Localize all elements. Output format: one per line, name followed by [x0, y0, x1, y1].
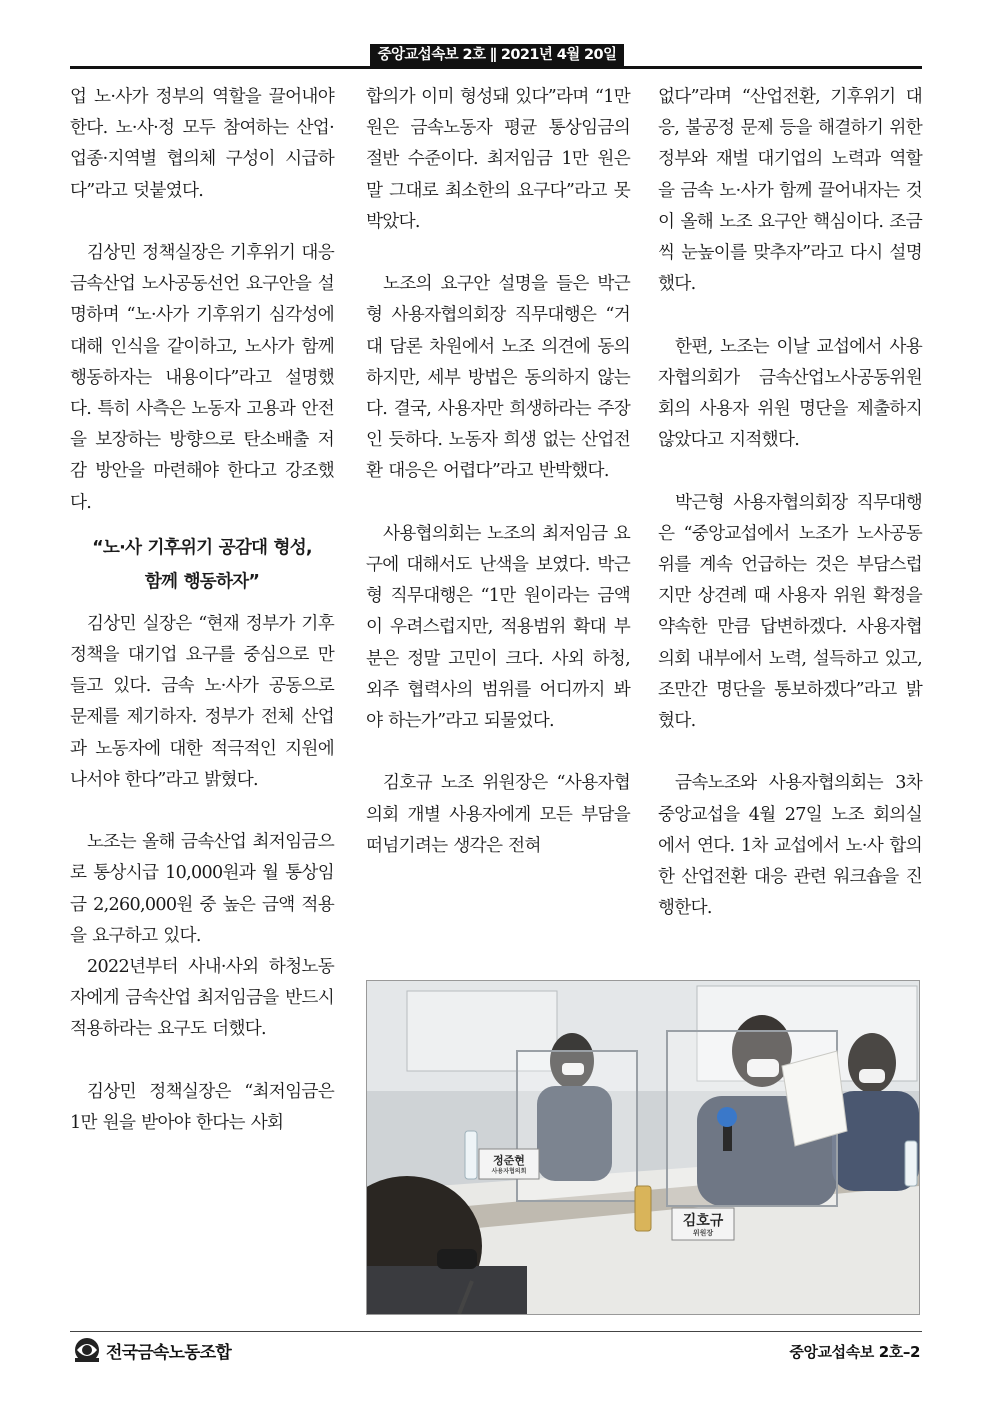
union-emblem-icon	[72, 1336, 102, 1364]
paragraph: 김상민 실장은 “현재 정부가 기후 정책을 대기업 요구를 중심으로 만들고 있다. 금속 노·사가 공동으로 문제를 제기하자. 정부가 전체 산업과 노동자에 대한 적극적인 지원에 나서야 한다”라고 밝혔다.	[70, 613, 334, 790]
article-column-1	[70, 82, 334, 1139]
article-column-3	[658, 82, 922, 924]
paragraph: 업 노·사가 정부의 역할을 끌어내야 한다. 노·사·정 모두 참여하는 산업·업종·지역별 협의체 구성이 시급하다”라고 덧붙였다.	[70, 87, 334, 201]
paragraph: 합의가 이미 형성돼 있다”라며 “1만 원은 금속노동자 평균 통상임금의 절반 수준이다. 최저임금 1만 원은 말 그대로 최소한의 요구다”라고 못 박았다.	[366, 87, 630, 232]
nameplate-title: 사용자협의회	[491, 1168, 527, 1175]
meeting-photo	[366, 980, 920, 1315]
paragraph: 없다”라며 “산업전환, 기후위기 대응, 불공정 문제 등을 해결하기 위한 정부와 재벌 대기업의 노력과 역할을 금속 노·사가 함께 끌어내자는 것이 올해 노조 요구안 핵심이다. 조금씩 눈높이를 맞추자”라고 다시 설명했다.	[658, 87, 922, 295]
footer-page-number: 중앙교섭속보 2호–2	[789, 1343, 920, 1361]
header-title: 중앙교섭속보 2호 ∥ 2021년 4월 20일	[370, 44, 624, 66]
subheading-line: “노·사 기후위기 공감대 형성,	[92, 537, 312, 558]
subheading-line: 함께 행동하자”	[144, 571, 260, 592]
paragraph: 한편, 노조는 이날 교섭에서 사용자협의회가 금속산업노사공동위원회의 사용자 위원 명단을 제출하지 않았다고 지적했다.	[658, 336, 922, 451]
header-rule	[70, 66, 922, 69]
paragraph: 사용협의회는 노조의 최저임금 요구에 대해서도 난색을 보였다. 박근형 직무대행은 “1만 원이라는 금액이 우려스럽지만, 적용범위 확대 부분은 정말 고민이 크다. 사외 하청, 외주 협력사의 범위를 어디까지 봐야 하는가”라고 되물었다.	[366, 523, 630, 732]
paragraph: 금속노조와 사용자협의회는 3차 중앙교섭을 4월 27일 노조 회의실에서 연다. 1차 교섭에서 노·사 합의한 산업전환 대응 관련 워크숍을 진행한다.	[658, 773, 922, 919]
footer-logo-text: 전국금속노동조합	[106, 1342, 231, 1363]
paragraph: 김상민 정책실장은 “최저임금은 1만 원을 받아야 한다는 사회	[70, 1081, 334, 1134]
paragraph: 김상민 정책실장은 기후위기 대응 금속산업 노사공동선언 요구안을 설명하며 “노·사가 기후위기 심각성에 대해 인식을 같이하고, 노사가 함께 행동하자는 내용이다”라고 설명했다. 특히 사측은 노동자 고용과 안전을 보장하는 방향으로 탄소배출 저감 방안을 마련해야 한다고 강조했다.	[70, 243, 334, 513]
paragraph: 김호규 노조 위원장은 “사용자협의회 개별 사용자에게 모든 부담을 떠넘기려는 생각은 전혀	[366, 773, 630, 856]
nameplate-name: 정준현	[493, 1154, 525, 1167]
paragraph: 2022년부터 사내·사외 하청노동자에게 금속산업 최저임금을 반드시 적용하라는 요구도 더했다.	[70, 957, 334, 1040]
footer-rule	[70, 1331, 922, 1332]
article-column-2	[366, 82, 630, 862]
paragraph: 박근형 사용자협의회장 직무대행은 “중앙교섭에서 노조가 노사공동위를 계속 언급하는 것은 부담스럽지만 상견례 때 사용자 위원 확정을 약속한 만큼 답변하겠다. 사용자협의회 내부에서 노력, 설득하고 있고, 조만간 명단을 통보하겠다”라고 밝혔다.	[658, 492, 922, 732]
nameplate-name: 김호규	[682, 1213, 724, 1229]
nameplate-title: 위원장	[692, 1229, 714, 1237]
footer-logo	[72, 1335, 231, 1365]
paragraph: 노조는 올해 금속산업 최저임금으로 통상시급 10,000원과 월 통상임금 2,260,000원 중 높은 금액 적용을 요구하고 있다.	[70, 832, 334, 946]
meeting-photo-illustration	[367, 981, 919, 1314]
paragraph: 노조의 요구안 설명을 들은 박근형 사용자협의회장 직무대행은 “거대 담론 차원에서 노조 의견에 동의하지만, 세부 방법은 동의하지 않는다. 결국, 사용자만 희생하라는 주장인 듯하다. 노동자 희생 없는 산업전환 대응은 어렵다”라고 반박했다.	[366, 274, 630, 482]
section-subheading	[70, 531, 334, 599]
